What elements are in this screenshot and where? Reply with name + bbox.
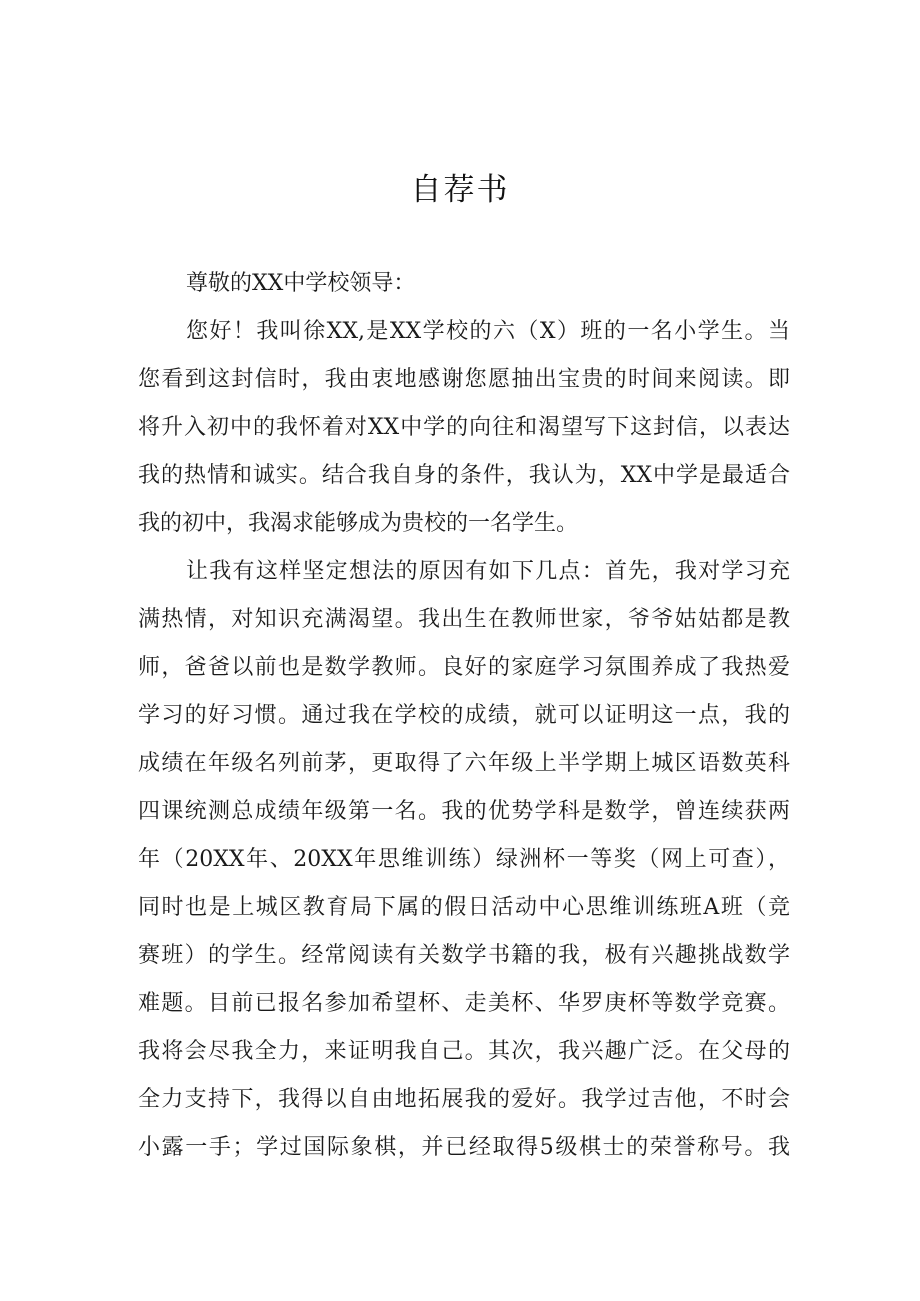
paragraph-line: 您看到这封信时，我由衷地感谢您愿抽出宝贵的时间来阅读。即 — [138, 367, 790, 392]
paragraph-line: 年（20XX年、20XX年思维训练）绿洲杯一等奖（网上可查）， — [138, 847, 790, 872]
paragraph-line: 满热情，对知识充满渴望。我出生在教师世家，爷爷姑姑都是教 — [138, 607, 790, 632]
paragraph-line: 全力支持下，我得以自由地拓展我的爱好。我学过吉他，不时会 — [138, 1087, 790, 1112]
paragraph-line: 同时也是上城区教育局下属的假日活动中心思维训练班A班（竞 — [138, 895, 790, 920]
paragraph-line: 师，爸爸以前也是数学教师。良好的家庭学习氛围养成了我热爱 — [138, 655, 790, 680]
paragraph-line: 成绩在年级名列前茅，更取得了六年级上半学期上城区语数英科 — [138, 751, 790, 776]
paragraph-line: 难题。目前已报名参加希望杯、走美杯、华罗庚杯等数学竞赛。 — [138, 991, 790, 1016]
paragraph-line: 四课统测总成绩年级第一名。我的优势学科是数学，曾连续获两 — [138, 799, 790, 824]
paragraph-line: 小露一手；学过国际象棋，并已经取得5级棋士的荣誉称号。我 — [138, 1135, 790, 1160]
document-title: 自荐书 — [410, 172, 510, 208]
paragraph-line: 学习的好习惯。通过我在学校的成绩，就可以证明这一点，我的 — [138, 703, 790, 728]
paragraph-line: 将升入初中的我怀着对XX中学的向往和渴望写下这封信，以表达 — [138, 415, 790, 440]
paragraph-line: 我的初中，我渴求能够成为贵校的一名学生。 — [138, 511, 579, 536]
paragraph-line: 让我有这样坚定想法的原因有如下几点：首先，我对学习充 — [186, 559, 790, 584]
greeting-line: 尊敬的XX中学校领导： — [186, 271, 416, 296]
letter-body — [138, 260, 790, 1172]
paragraph-line: 我将会尽我全力，来证明我自己。其次，我兴趣广泛。在父母的 — [138, 1039, 790, 1064]
paragraph-line: 我的热情和诚实。结合我自身的条件，我认为，XX中学是最适合 — [138, 463, 790, 488]
paragraph-line: 您好！我叫徐XX,是XX学校的六（X）班的一名小学生。当 — [186, 319, 790, 344]
paragraph-line: 赛班）的学生。经常阅读有关数学书籍的我，极有兴趣挑战数学 — [138, 943, 790, 968]
